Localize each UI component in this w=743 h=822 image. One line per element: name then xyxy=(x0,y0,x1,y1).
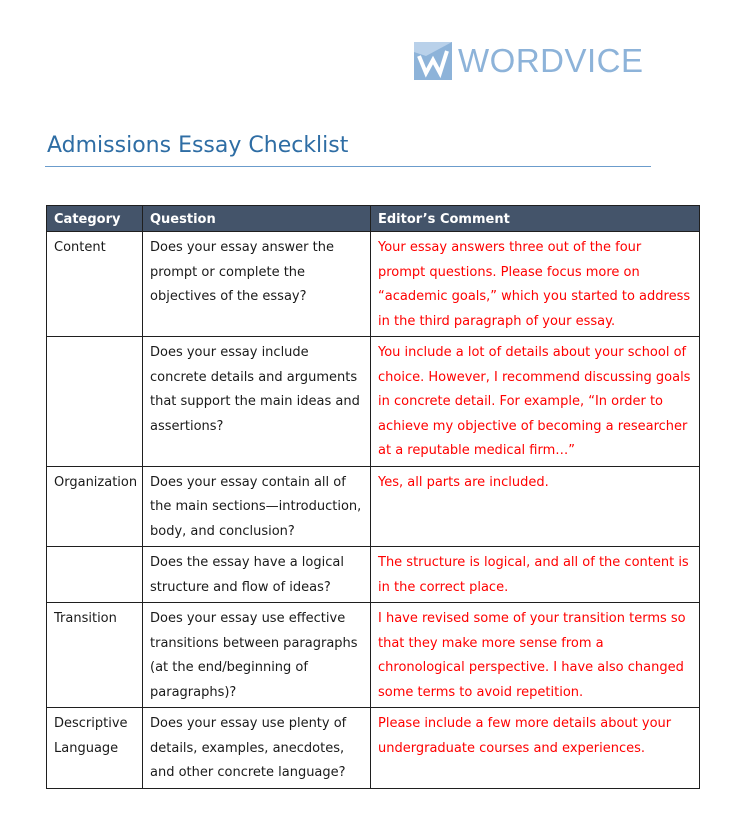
comment-cell: The structure is logical, and all of the content is in the correct place. xyxy=(371,547,700,603)
question-cell: Does your essay use effective transitions between paragraphs (at the end/beginning of paragraphs)? xyxy=(143,603,371,708)
header-question: Question xyxy=(143,206,371,232)
brand-logo xyxy=(414,42,644,80)
category-cell: Content xyxy=(47,232,143,337)
page-title: Admissions Essay Checklist xyxy=(47,133,349,158)
comment-cell: Please include a few more details about your undergraduate courses and experiences. xyxy=(371,708,700,789)
comment-cell: You include a lot of details about your school of choice. However, I recommend discussing goals in concrete detail. For example, “In order to achieve my objective of becoming a researcher at a reputable medical firm…” xyxy=(371,337,700,467)
title-divider xyxy=(45,166,651,167)
table-row xyxy=(47,337,700,467)
question-cell: Does your essay use plenty of details, examples, anecdotes, and other concrete language? xyxy=(143,708,371,789)
comment-cell: Your essay answers three out of the four prompt questions. Please focus more on “academic goals,” which you started to address in the third paragraph of your essay. xyxy=(371,232,700,337)
category-cell: Descriptive Language xyxy=(47,708,143,789)
question-cell: Does your essay answer the prompt or complete the objectives of the essay? xyxy=(143,232,371,337)
header-category: Category xyxy=(47,206,143,232)
question-cell: Does your essay contain all of the main sections—introduction, body, and conclusion? xyxy=(143,466,371,547)
category-cell: Organization xyxy=(47,466,143,547)
table-header-row xyxy=(47,206,700,232)
category-cell: Transition xyxy=(47,603,143,708)
comment-cell: Yes, all parts are included. xyxy=(371,466,700,547)
header-editor-comment: Editor’s Comment xyxy=(371,206,700,232)
checklist-table xyxy=(46,205,700,789)
brand-name: WORDVICE xyxy=(458,42,644,79)
category-cell xyxy=(47,547,143,603)
category-cell xyxy=(47,337,143,467)
table-row xyxy=(47,466,700,547)
question-cell: Does your essay include concrete details and arguments that support the main ideas and assertions? xyxy=(143,337,371,467)
table-row xyxy=(47,232,700,337)
comment-cell: I have revised some of your transition terms so that they make more sense from a chronological perspective. I have also changed some terms to avoid repetition. xyxy=(371,603,700,708)
table-row xyxy=(47,603,700,708)
table-row xyxy=(47,708,700,789)
wordvice-w-mark-icon xyxy=(414,42,452,80)
question-cell: Does the essay have a logical structure and flow of ideas? xyxy=(143,547,371,603)
table-row xyxy=(47,547,700,603)
